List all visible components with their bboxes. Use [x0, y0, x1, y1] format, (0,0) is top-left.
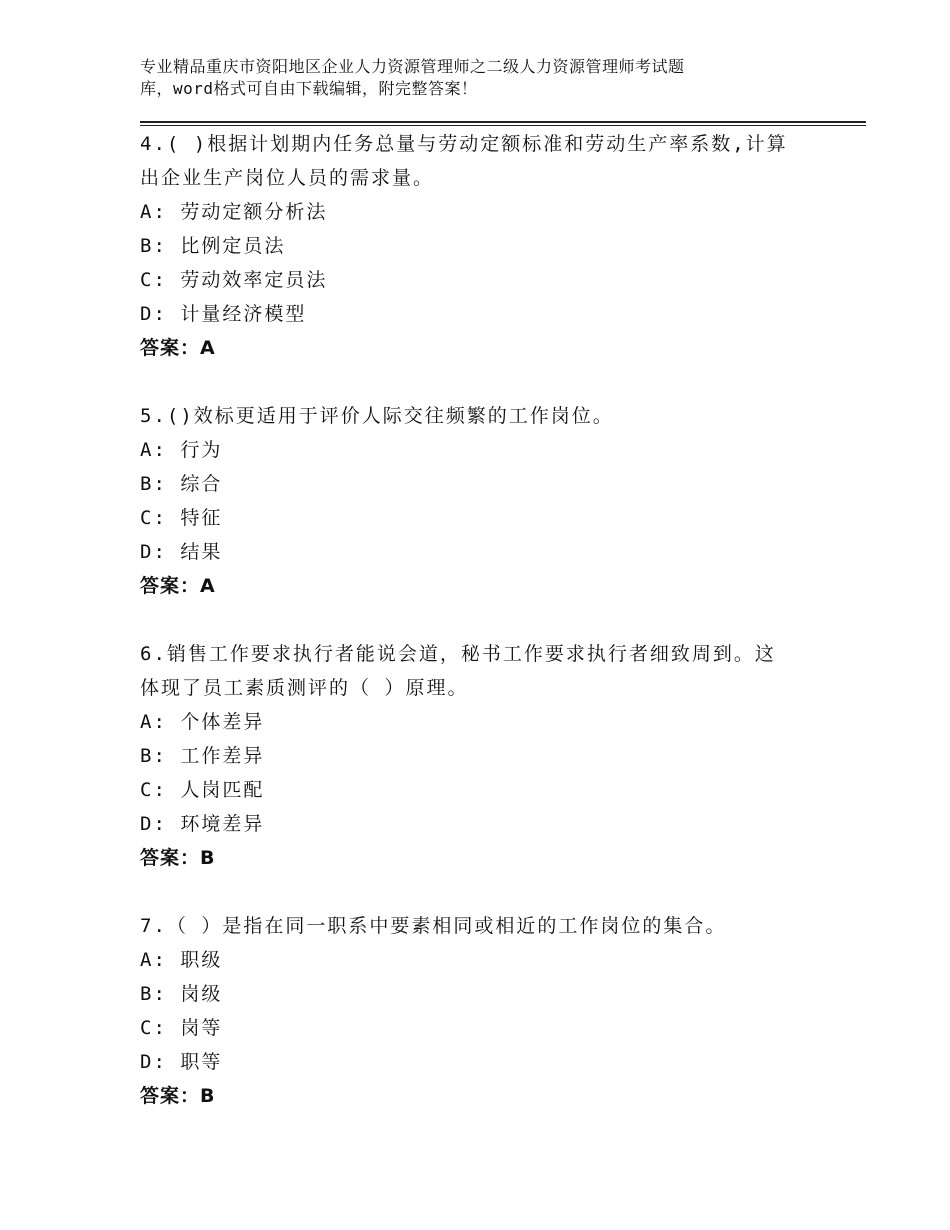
option-d: D: 环境差异: [140, 813, 265, 835]
header-rule-thin: [140, 125, 866, 126]
answer-label: 答案：A: [140, 337, 216, 359]
question-stem-line: 6.销售工作要求执行者能说会道，秘书工作要求执行者细致周到。这: [140, 643, 776, 665]
question-list: [140, 127, 820, 1113]
question-spacer: [140, 365, 820, 399]
question-stem-line: 7.（ ）是指在同一职系中要素相同或相近的工作岗位的集合。: [140, 915, 727, 937]
question-5: [140, 399, 820, 603]
page-header: [140, 56, 780, 100]
option-a: A: 行为: [140, 439, 223, 461]
question-stem-line: 体现了员工素质测评的（ ）原理。: [140, 677, 469, 699]
question-4: [140, 127, 820, 365]
question-stem: [140, 637, 820, 705]
option-c: C: 劳动效率定员法: [140, 269, 328, 291]
option-b: B: 岗级: [140, 983, 223, 1005]
question-spacer: [140, 875, 820, 909]
option-a: A: 职级: [140, 949, 223, 971]
question-6: [140, 637, 820, 875]
header-title-line-1: 专业精品重庆市资阳地区企业人力资源管理师之二级人力资源管理师考试题: [140, 57, 685, 76]
option-c: C: 人岗匹配: [140, 779, 265, 801]
question-stem: [140, 127, 820, 195]
option-d: D: 职等: [140, 1051, 223, 1073]
option-b: B: 比例定员法: [140, 235, 286, 257]
option-c: C: 特征: [140, 507, 223, 529]
option-a: A: 个体差异: [140, 711, 265, 733]
option-d: D: 计量经济模型: [140, 303, 307, 325]
question-spacer: [140, 603, 820, 637]
question-stem-line: 4.( )根据计划期内任务总量与劳动定额标准和劳动生产率系数,计算: [140, 133, 788, 155]
header-rule-thick: [140, 121, 866, 123]
question-stem-line: 5.()效标更适用于评价人际交往频繁的工作岗位。: [140, 405, 614, 427]
option-b: B: 综合: [140, 473, 223, 495]
question-stem: [140, 399, 820, 433]
option-d: D: 结果: [140, 541, 223, 563]
answer-label: 答案：B: [140, 1085, 216, 1107]
question-7: [140, 909, 820, 1113]
answer-label: 答案：B: [140, 847, 216, 869]
option-a: A: 劳动定额分析法: [140, 201, 328, 223]
question-stem-line: 出企业生产岗位人员的需求量。: [140, 167, 435, 189]
answer-label: 答案：A: [140, 575, 216, 597]
header-title-line-2: 库，word格式可自由下载编辑，附完整答案！: [140, 79, 478, 98]
option-c: C: 岗等: [140, 1017, 223, 1039]
option-b: B: 工作差异: [140, 745, 265, 767]
question-stem: [140, 909, 820, 943]
